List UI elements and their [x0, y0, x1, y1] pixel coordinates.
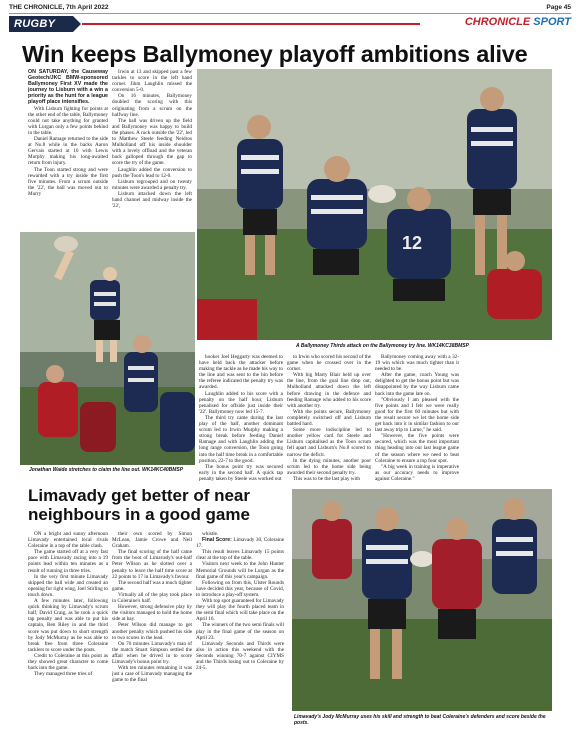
story1-paragraph: "However, the five points were secured, which was the most important thing heading into our last league game of the season where we need to beat Coleraine to ensure a top four spot. — [375, 433, 459, 464]
story2-paragraph: On 70 minutes Limavady's man of the match Stuart Simpson settled the affair when he drived in to score Limavady's bonus point try. — [112, 640, 192, 665]
story2-paragraph: However, strong defensive play by the visitors managed to hold the home side at bay. — [112, 604, 192, 623]
thirds-attack-image — [197, 69, 552, 340]
story1-column-1 — [28, 69, 108, 229]
story1-paragraph: The Toon started strong and were rewarded with a try inside the first five minutes. From a scrum outside the '22', the ball was moved out to Murry — [28, 166, 108, 197]
story2-paragraph: Following on from this, Ulster Rounds have decided this year, because of Covid, to introduce a play-off system. — [196, 579, 284, 598]
brand-word-sport: SPORT — [533, 16, 571, 28]
story2-paragraph: The second half was a much tighter game. — [112, 579, 192, 592]
newspaper-title: THE CHRONICLE, 7th April 2022 — [9, 4, 109, 11]
thirds-attack-photo — [197, 69, 552, 340]
story2-paragraph: They managed three tries of — [34, 671, 93, 678]
story2-headline: Limavady get better of near neighbours in a good game — [28, 486, 251, 524]
story1-paragraph: After the game, coach Young was delighted to get the bonus point but was disappointed by the way Lisburn came back into the game late on. — [375, 372, 459, 397]
story2-column-1 — [28, 531, 108, 727]
story2-paragraph: In the very first minute Limavady skipped the ball wide and created an opening for right wing, Joel Stirling to touch down. — [28, 573, 108, 598]
story2-paragraph: Peter Wilson did manage to get another penalty which pushed his side to two scores in the lead. — [112, 622, 192, 641]
story1-column-2 — [112, 69, 192, 229]
svg-text:12: 12 — [402, 233, 423, 253]
story2-paragraph: ON a bright and sunny afternoon Limavady entertained local rivals Coleraine in a top of the table clash. — [28, 531, 108, 550]
brand-word-chronicle: CHRONICLE — [464, 16, 531, 28]
story2-paragraph: A few minutes later, following quick thinking by Limavady's scrum half, David Craig, as he took a quick tap penalty and was able to put his captain, Ben Riley in and the third score was put down to short strength by Jody McMurray as he was able to break free from three Coleraine tacklers to score under the posts. — [28, 598, 108, 653]
section-tag: RUGBY — [9, 16, 73, 32]
story2-column-2 — [112, 531, 192, 727]
story2-paragraph: This result leaves Limavady 15 points clear at the top of the table. — [196, 549, 284, 562]
story1-paragraph: Daniel Ramage returned to the side at No.8 while in the backs Aaron Gervais started at 10 with Lewis Murphy making his long-awaited return from injury. — [28, 136, 108, 167]
story1-paragraph: The bonus point try was secured early in the second half. A quick tap penalty taken by Steele was worked out — [199, 463, 283, 481]
story2-paragraph: whistle. — [202, 531, 219, 537]
story1-paragraph: hooker Joel Heggarty was deemed to have held back the attacker before making the tackle as he made his way to the line and was sent to the bin before the referee indicated the penalty try was awarded. — [199, 354, 283, 391]
story1-paragraph: to Irwin who scored his second of the game when he crossed over in the corner. — [287, 354, 371, 373]
story1-paragraph: Ballymoney coming away with a 32-19 win which was much tighter than it needed to be. — [375, 354, 459, 373]
story1-paragraph: This was to be the last play with — [293, 475, 360, 481]
story1-paragraph: "A big week in training is imperative as our accuracy needs to improve against Coleraine." — [375, 463, 459, 481]
story1-column-5 — [375, 354, 459, 481]
story1-column-3 — [199, 354, 283, 481]
story2-paragraph: The winners of the two semi finals will play in the final game of the season on April 23. — [196, 622, 284, 641]
story2-paragraph: The game started off at a very fast pace with Limavady racing into a 19 points lead within ten minutes as a result of running in three tries. — [28, 549, 108, 574]
story2-paragraph: Virtually all of the play took place in Coleraine's half. — [112, 591, 192, 605]
mcmurray-caption: Limavady's Jody McMurray uses his skill and strength to beat Coleraine's defenders and score beside the posts. — [294, 714, 546, 726]
story1-paragraph: On 16 minutes, Ballymoney doubled the scoring with this originating from a scrum on the halfway line. — [112, 93, 192, 118]
story1-paragraph: Laughlin added the conversion to push the Toon's lead to 12-0. — [112, 166, 192, 179]
story1-paragraph: In the dying minutes, another poor scrum led to the home side being awarded their second penalty try. — [287, 457, 371, 476]
story1-paragraph: With the points secure, Ballymoney completely switched off and Lisburn battled hard. — [287, 408, 371, 428]
section-rule — [82, 23, 420, 25]
lineout-image — [20, 232, 195, 465]
thirds-attack-caption: A Ballymoney Thirds attack on the Ballymoney try line. WK14KC38BMSP — [296, 343, 469, 349]
story1-paragraph: Some more indiscipline led to another yellow card for Steele and Lisburn capitalised as the Toon scrum fell apart and Lisburn's No.8 scored to narrow the deficit. — [287, 427, 371, 458]
story2-paragraph: Credit to Coleraine at this point as they showed great character to come back into the game. — [28, 652, 108, 672]
brand-logo — [465, 16, 571, 28]
header-rule — [9, 13, 571, 14]
story1-column-4 — [287, 354, 371, 481]
mcmurray-image — [292, 489, 552, 711]
story1-headline: Win keeps Ballymoney playoff ambitions alive — [22, 41, 528, 67]
final-score-label: Final Score: — [202, 537, 232, 544]
lineout-caption: Jonathan Waide stretches to claim the line out. WK14KC40BMSP — [29, 467, 184, 473]
story1-paragraph: Lisburn regrouped and on twenty minutes were awarded a penalty try. — [112, 178, 192, 191]
story2-paragraph: The final scoring of the half came from the boot of Limavady's out-half Peter Wilson as he slotted over a penalty to leave the half time score at 22 points to 17 in Limavady's favour. — [112, 549, 192, 580]
story2-paragraph: Limavady Seconds and Thirds were also in action this weekend with the Seconds winning 70-7 against CIYMS and the Thirds losing out to Coleraine by 24-5. — [196, 640, 284, 672]
story2-paragraph: their own scored by Simon McLean, Jamie Crowe and Neil Graham. — [112, 531, 192, 550]
lineout-photo — [20, 232, 195, 465]
story1-paragraph: With Lisburn fighting for points at the other end of the table, Ballymoney could not take anything for granted with Lurgan only a few points behind in the table. — [28, 105, 108, 136]
story1-paragraph: The third try came during the last play of the half, another dominant scrum led to Irwin Murphy making a strong break before feeding Daniel Ramage and with Laughlin adding the long range conversion, the Toon going into the half time break in a comfortable position, 22-7 to the good. — [199, 414, 283, 464]
story1-lead: ON SATURDAY, the Causeway Geotech/JKC BMW-sponsored Ballymoney First XV made the journey to Lisburn with a win a priority as the hunt for a league playoff place intensifies. — [28, 69, 108, 106]
story2-paragraph: Visitors next week to the John Hunter Memorial Grounds will be Lurgan as the final game of this year's campaign. — [196, 561, 284, 580]
story2-final-score — [196, 537, 284, 549]
story2-paragraph: With top spot guaranteed for Limavady they will play the fourth placed team in the semi final which will take place on the April 16. — [196, 598, 284, 623]
story2-column-3 — [196, 531, 284, 727]
mcmurray-photo — [292, 489, 552, 711]
story1-paragraph: With big Marty Blair held up over the line, from the goal line drop out, Mulholland attacked down the left before drawing in the defence and feeding Ramage who added to his score with another try. — [287, 372, 371, 409]
story1-paragraph: Irwin at 13 and skipped past a few tackles to score in the left hand corner. Jihm Laughlin missed the conversion 5-0. — [112, 69, 192, 94]
story1-paragraph: Laughlin added to his score with a penalty on the half hour, Lisburn penalised for offside just inside their '22'. Ballymoney now led 15-7. — [199, 390, 283, 415]
page-number: Page 45 — [546, 4, 571, 11]
story1-paragraph: Lisburn attacked down the left hand channel and midway inside the '22', — [112, 190, 192, 210]
final-score-value: Limavady 30, Coleraine 17. — [196, 537, 284, 550]
story2-paragraph: With ten minutes remaining it was just a case of Limavady managing the game to the final — [112, 665, 192, 684]
story1-paragraph: "Obviously I am pleased with the five points and I felt we were really good for the first 60 minutes but with the result secure we let the home side get back into it in similar fashion to our last away trip to Larne," he said. — [375, 396, 459, 434]
story1-paragraph: The ball was driven up the field and Ballymoney was happy to build the phases. A ruck outside the '22', led to Matthew Steele feeding Neidros Mulholland off his inside shoulder with a lovely offload and the veteran back galloped through the gap to score the try of the game. — [112, 117, 192, 167]
